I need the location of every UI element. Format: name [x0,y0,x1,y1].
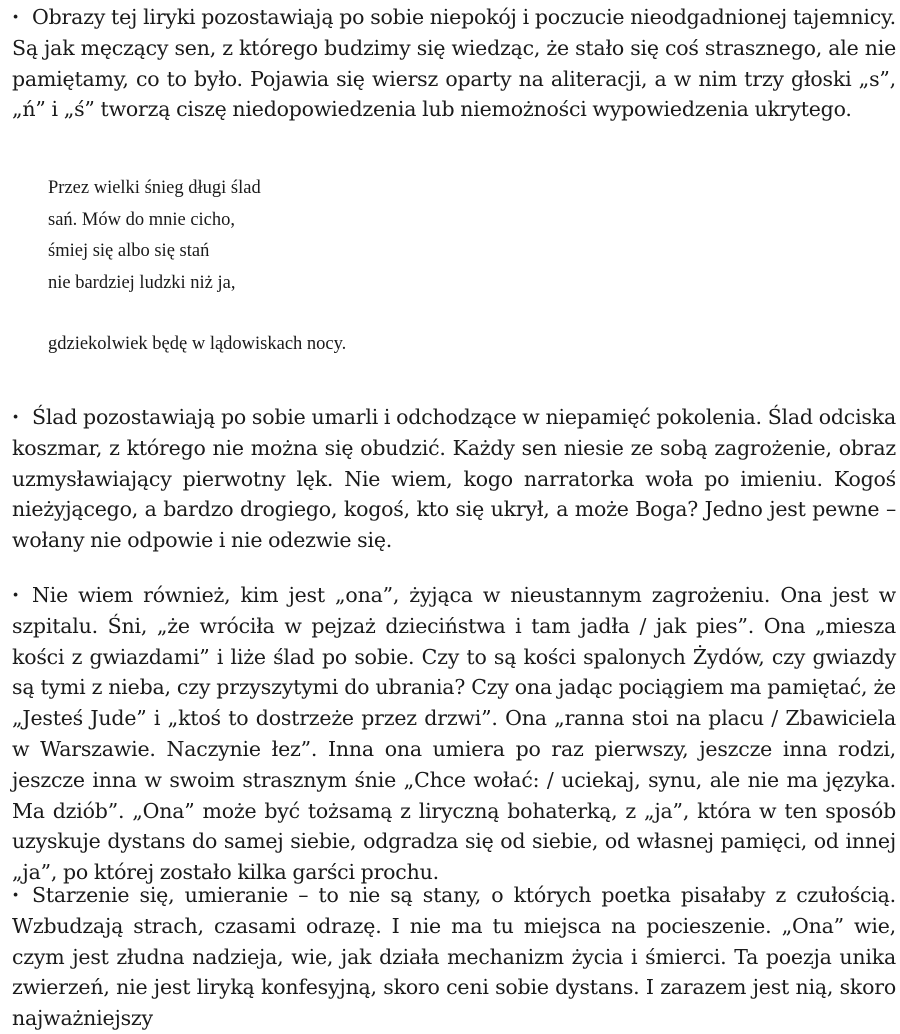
bullet-2: · [12,405,19,429]
paragraph-4-text: Starzenie się, umieranie – to nie są stany, o których poetka pisałaby z czułością. Wzbudzają strach, czasami odrazę. I nie ma tu miejsca na pocieszenie. „Ona” wie, czym jest złudna nadzieja, wie, jak działa mechanizm życia i śmierci. Ta poezja unika zwierzeń, nie jest liryką konfesyjną, skoro ceni sobie dystans. I zarazem jest nią, skoro najważniejszy [12,883,896,1031]
paragraph-3-text: Nie wiem również, kim jest „ona”, żyjąca w nieustannym zagrożeniu. Ona jest w szpitalu. Śni, „że wróciła w pejzaż dzieciństwa i tam jadła / jak pies”. Ona „miesza kości z gwiazdami” i liże ślad po sobie. Czy to są kości spalonych Żydów, czy gwiazdy są tymi z nieba, czy przyszytymi do ubrania? Czy ona jadąc pociągiem ma pamiętać, że „Jesteś Jude” i „ktoś to dostrzeże przez drzwi”. Ona „ranna stoi na placu / Zbawiciela w Warszawie. Naczynie łez”. Inna ona umiera po raz pierwszy, jeszcze inna rodzi, jeszcze inna w swoim strasznym śnie „Chce wołać: / uciekaj, synu, ale nie ma języka. Ma dziób”. „Ona” może być tożsamą z liryczną bohaterką, z „ja”, która w ten sposób uzyskuje dystans do samej siebie, odgradza się od siebie, od własnej pamięci, od innej „ja”, po której zostało kilka garści prochu. [12,583,896,885]
poem-line-4: nie bardziej ludzki niż ja, [48,272,236,293]
poem-last-line: gdziekolwiek będę w lądowiskach nocy. [48,334,347,354]
paragraph-2-text: Ślad pozostawiają po sobie umarli i odchodzące w niepamięć pokolenia. Ślad odciska koszmar, z którego nie można się obudzić. Każdy sen niesie ze sobą zagrożenie, obraz uzmysławiający pierwotny lęk. Nie wiem, kogo narratorka woła po imieniu. Kogoś nieżyjącego, a bardzo drogiego, kogoś, kto się ukrył, a może Boga? Jedno jest pewne – wołany nie odpowie i nie odezwie się. [12,405,896,553]
poem-line-2: sań. Mów do mnie cicho, [48,209,236,230]
poem-quote [48,173,346,361]
paragraph-1-text: Obrazy tej liryki pozostawiają po sobie niepokój i poczucie nieodgadnionej tajemnicy. Są jak męczący sen, z którego budzimy się wiedząc, że stało się coś strasznego, ale nie pamiętamy, co to było. Pojawia się wiersz oparty na aliteracji, a w nim trzy głoski „s”, „ń” i „ś” tworzą ciszę niedopowiedzenia lub niemożności wypowiedzenia ukrytego. [12,5,896,122]
paragraph-3 [12,580,896,888]
bullet-1: · [12,5,19,29]
bullet-3: · [12,583,19,607]
poem-line-1: Przez wielki śnieg długi ślad [48,178,261,198]
poem-line-3: śmiej się albo się stań [48,241,210,261]
paragraph-4 [12,880,896,1034]
paragraph-2 [12,402,896,556]
bullet-4: · [12,883,19,907]
paragraph-1 [12,2,896,125]
